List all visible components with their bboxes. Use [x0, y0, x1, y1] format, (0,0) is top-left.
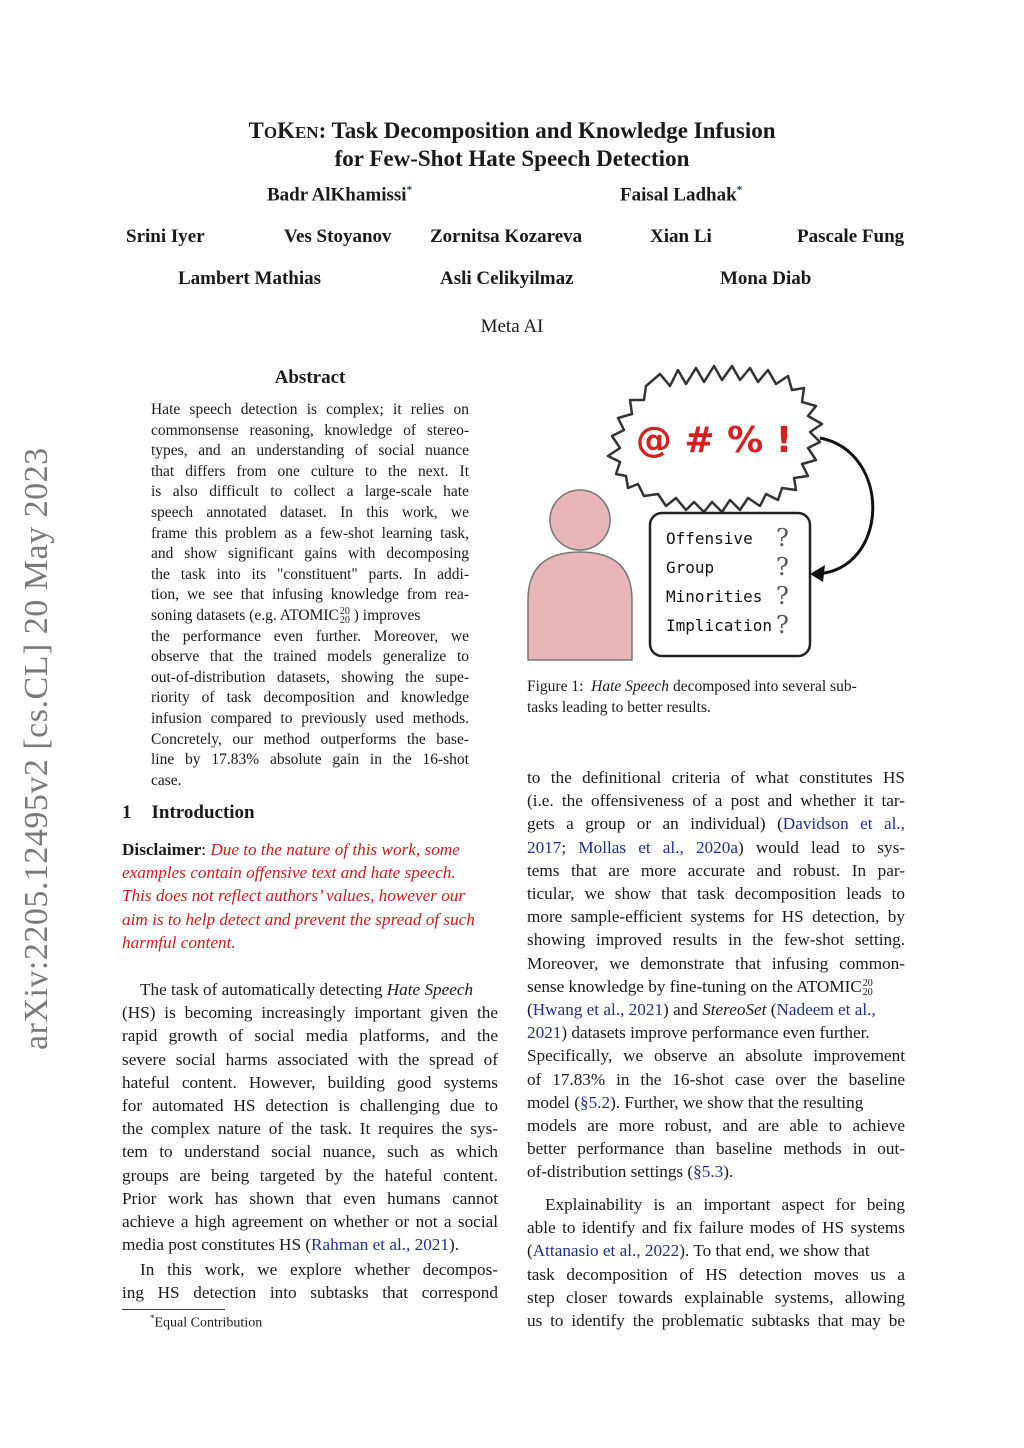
subtask-minorities: Minorities	[666, 587, 763, 606]
author-celikyilmaz: Asli Celikyilmaz	[440, 268, 574, 289]
footnote: *Equal Contribution	[150, 1313, 263, 1331]
footnote-rule	[122, 1309, 225, 1310]
affiliation: Meta AI	[480, 316, 544, 337]
author-ladhak: Faisal Ladhak*	[620, 184, 743, 206]
citation-davidson-year[interactable]: 2017	[527, 837, 562, 857]
question-icon: ?	[776, 524, 789, 552]
subtask-offensive: Offensive	[666, 529, 753, 548]
section-heading-introduction: 1 Introduction	[122, 802, 255, 823]
arxiv-stamp: arXiv:2205.12495v2 [cs.CL] 20 May 2023	[18, 447, 55, 1050]
figure-1-illustration	[520, 360, 910, 665]
intro-paragraph-1: The task of automatically detecting Hate Speech (HS) is becoming increasingly important given the rapid growth of social media platforms, and the severe social harms associated with the spread of hateful content. However, building good systems for automated HS detection is challenging due to the complex nature of the task. It requires the sys- tem to understand social nuance, such as which groups are being targeted by the hateful content. Prior work has shown that even humans cannot achieve a high agreement on whether or not a social media post constitutes HS (Rahman et al., 2021).	[122, 980, 498, 1255]
question-icon: ?	[776, 553, 789, 581]
author-stoyanov: Ves Stoyanov	[284, 226, 392, 247]
speech-symbols: @ # % !	[635, 420, 793, 461]
paper-title-line2: for Few-Shot Hate Speech Detection	[334, 146, 690, 171]
paper-title-line1: TOKEN: Task Decomposition and Knowledge Infusion	[248, 118, 776, 143]
author-li: Xian Li	[650, 226, 712, 247]
right-column-text: to the definitional criteria of what constitutes HS (i.e. the offensiveness of a post and whether it tar- gets a group or an individual) (Davidson et al., 2017; Mollas et al., 2020a) would lead to sys- tems that are more accurate and robust. In par- ticular, we show that task decomposition leads to more sample-efficient systems for HS detection, by showing improved results in the few-shot setting. Moreover, we demonstrate that infusing common- sense knowledge by fine-tuning on the ATOMIC 20 20 (Hwang et al., 2021) and StereoSet (Nadeem et al., 2021) datasets improve performance even further. Specifically, we observe an absolute improvement of 17.83% in the 16-shot case over the baseline model (§5.2). Further, we show that the resulting models are more robust, and are able to achieve better performance than baseline methods in out- of-distribution settings (§5.3).	[527, 768, 905, 1182]
author-kozareva: Zornitsa Kozareva	[430, 226, 583, 247]
author-iyer: Srini Iyer	[126, 226, 205, 247]
abstract-atomic-line: soning datasets (e.g. ATOMIC 20 20 ) improves	[151, 606, 421, 627]
right-column-paragraph-2: Explainability is an important aspect for being able to identify and fix failure modes of HS systems (Attanasio et al., 2022). To that end, we show that task decomposition of HS detection moves us a step closer towards explainable systems, allowing us to identify the problematic subtasks that may be	[527, 1195, 905, 1331]
ref-section-5-2[interactable]: §5.2	[579, 1092, 611, 1112]
author-fung: Pascale Fung	[797, 226, 905, 247]
person-head-icon	[550, 490, 610, 550]
author-alkhamissi: Badr AlKhamissi*	[267, 184, 413, 206]
citation-rahman[interactable]: Rahman et al., 2021	[311, 1235, 449, 1255]
citation-nadeem[interactable]: Nadeem et al.,	[776, 1000, 876, 1020]
arrow-head	[810, 565, 825, 582]
abstract-body: Hate speech detection is complex; it relies on commonsense reasoning, knowledge of stereo- types, and an understanding of social nuance that differs from one culture to the next. It is also difficult to collect a large-scale hate speech annotated dataset. In this work, we frame this problem as a few-shot learning task, and show significant gains with decomposing the task into its "constituent" parts. In addi- tion, we see that infusing knowledge from rea- soning datasets (e.g. ATOMIC 20 20 ) improves the performance even further. Moreover, we observe that the trained models generalize to out-of-distribution datasets, showing the supe- riority of task decomposition and knowledge infusion compared to previously used methods. Concretely, our method outperforms the base- line by 17.83% absolute gain in the 16-shot case.	[151, 401, 469, 789]
arrow-curve	[816, 438, 873, 574]
citation-hwang[interactable]: Hwang et al., 2021	[532, 1000, 664, 1020]
disclaimer: Disclaimer: Due to the nature of this work, some examples contain offensive text and hate speech. This does not reflect authors’ values, however our aim is to help detect and prevent the spread of such harmful content.	[122, 840, 475, 952]
ref-section-5-3[interactable]: §5.3	[693, 1162, 724, 1182]
citation-nadeem-year[interactable]: 2021	[527, 1023, 562, 1043]
intro-paragraph-2: In this work, we explore whether decompos- ing HS detection into subtasks that correspond	[122, 1260, 498, 1303]
person-body-icon	[528, 552, 632, 660]
subtask-group: Group	[666, 558, 715, 577]
citation-mollas[interactable]: Mollas et al., 2020a	[578, 837, 738, 857]
author-mathias: Lambert Mathias	[178, 268, 322, 289]
citation-attanasio[interactable]: Attanasio et al., 2022	[532, 1241, 680, 1261]
author-diab: Mona Diab	[720, 268, 812, 289]
question-icon: ?	[776, 582, 789, 610]
subtask-implication: Implication	[666, 616, 772, 635]
abstract-heading: Abstract	[274, 367, 346, 388]
citation-davidson[interactable]: Davidson et al.,	[782, 814, 905, 834]
figure-1-caption: Figure 1: Hate Speech decomposed into several sub- tasks leading to better results.	[527, 678, 857, 716]
question-icon: ?	[776, 611, 789, 639]
